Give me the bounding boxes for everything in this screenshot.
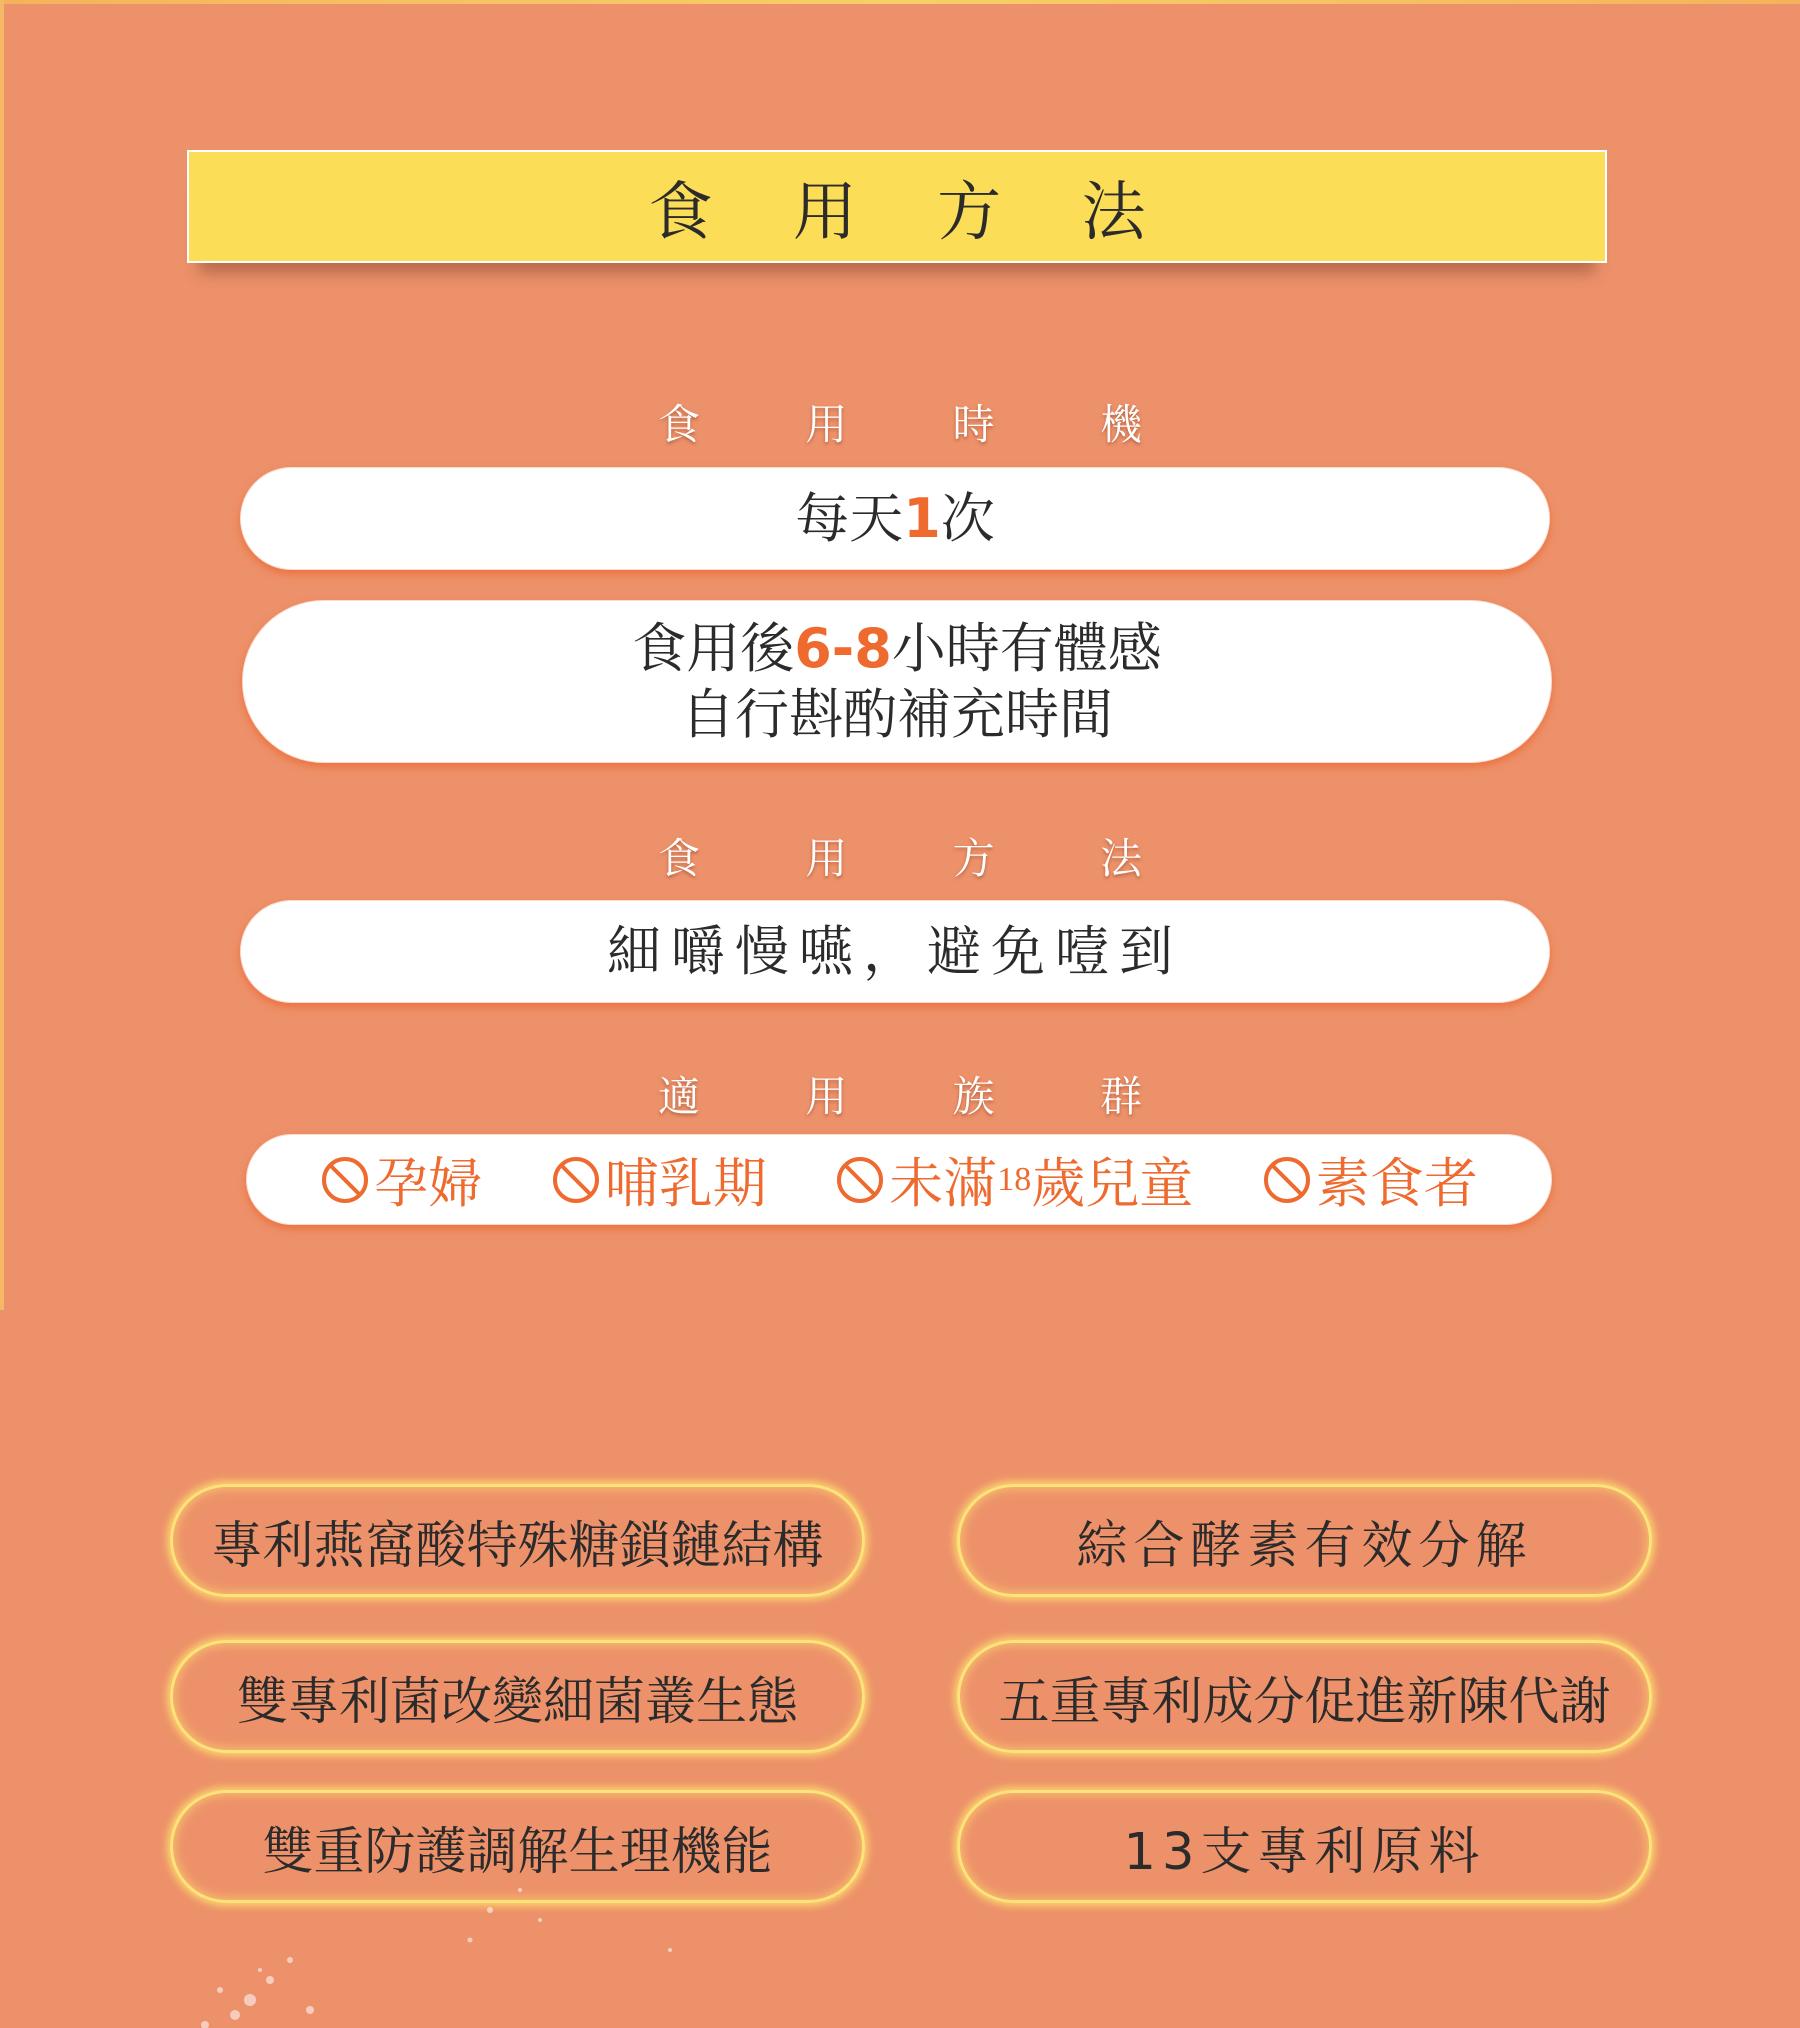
prohibited-icon <box>551 1155 601 1205</box>
daily-after: 次 <box>940 486 995 550</box>
daily-pill <box>240 467 1550 570</box>
audience-item-children <box>835 1141 1193 1218</box>
daily-text <box>795 486 995 552</box>
feature-enzyme: 綜合酵素有效分解 <box>957 1484 1652 1597</box>
prohibited-icon <box>320 1155 370 1205</box>
method-pill <box>240 900 1550 1003</box>
audience-text: 孕婦 <box>374 1152 483 1215</box>
effect-after: 小時有體感 <box>891 616 1162 680</box>
effect-line-1 <box>632 616 1162 682</box>
feature-probiotics: 雙專利菌改變細菌叢生態 <box>170 1640 865 1753</box>
title-banner <box>187 150 1607 263</box>
audience-text-after: 歲兒童 <box>1031 1152 1194 1215</box>
daily-before: 每天 <box>795 486 904 550</box>
audience-label: 適 用 族 群 <box>657 1072 1189 1121</box>
audience-text: 哺乳期 <box>604 1152 767 1215</box>
splash-decoration <box>190 1850 710 2028</box>
prohibited-icon <box>1262 1155 1312 1205</box>
audience-pill <box>246 1134 1552 1225</box>
method-label: 食 用 方 法 <box>657 834 1189 883</box>
audience-item-pregnant <box>320 1141 482 1218</box>
audience-item-vegetarian <box>1262 1141 1478 1218</box>
feature-patents: 13支專利原料 <box>957 1790 1652 1903</box>
timing-label: 食 用 時 機 <box>657 400 1189 449</box>
effect-pill <box>242 600 1552 763</box>
effect-before: 食用後 <box>632 616 795 680</box>
feature-protection: 雙重防護調解生理機能 <box>170 1790 865 1903</box>
feature-sugar-chain: 專利燕窩酸特殊糖鎖鏈結構 <box>170 1484 865 1597</box>
audience-item-breastfeeding <box>551 1141 767 1218</box>
method-text: 細嚼慢嚥，避免噎到 <box>607 919 1183 983</box>
effect-hours: 6-8 <box>794 616 892 680</box>
feature-metabolism: 五重專利成分促進新陳代謝 <box>957 1640 1652 1753</box>
audience-text: 素食者 <box>1315 1152 1478 1215</box>
prohibited-icon <box>835 1155 885 1205</box>
audience-age: 18 <box>997 1160 1032 1198</box>
audience-text-before: 未滿 <box>889 1152 998 1215</box>
page-title: 食 用 方 法 <box>648 175 1176 250</box>
top-border <box>0 0 1800 4</box>
daily-number: 1 <box>903 486 941 550</box>
effect-line-2: 自行斟酌補充時間 <box>681 682 1113 746</box>
